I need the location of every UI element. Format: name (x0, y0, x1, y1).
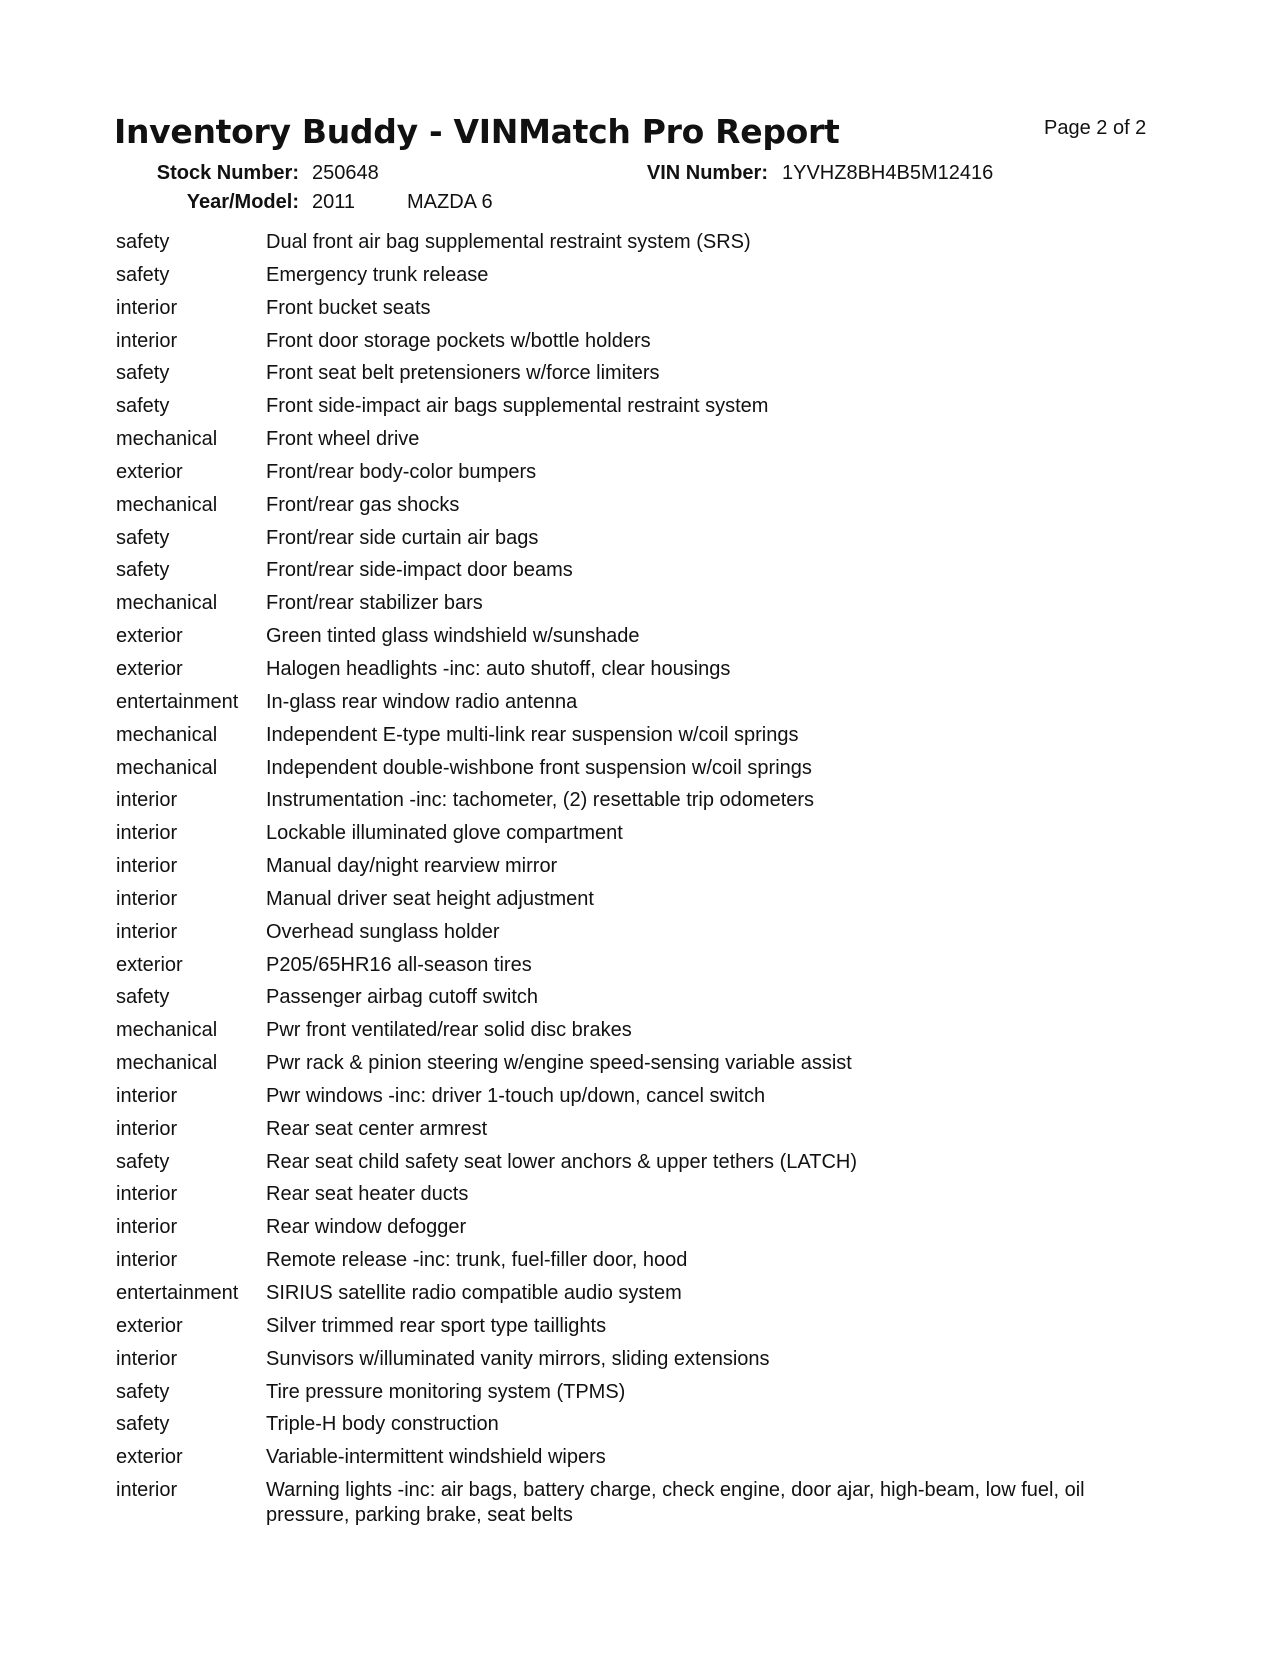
feature-category: interior (116, 1216, 178, 1239)
feature-description: Front/rear gas shocks (266, 493, 460, 516)
feature-description: In-glass rear window radio antenna (266, 690, 578, 713)
feature-description: Front/rear stabilizer bars (266, 592, 483, 615)
feature-row (116, 920, 1166, 945)
feature-row (116, 887, 1166, 912)
feature-description: Pwr front ventilated/rear solid disc brakes (266, 1019, 632, 1042)
feature-description: Instrumentation -inc: tachometer, (2) resettable trip odometers (266, 789, 815, 812)
stock-number-label: Stock Number: (156, 162, 299, 184)
feature-category: interior (116, 1479, 178, 1502)
feature-row (116, 1347, 1166, 1372)
feature-description: Pwr windows -inc: driver 1-touch up/down, cancel switch (266, 1084, 766, 1107)
feature-row (116, 788, 1166, 813)
feature-category: exterior (116, 460, 183, 483)
feature-description: Rear window defogger (266, 1216, 467, 1239)
feature-category: interior (116, 1084, 178, 1107)
feature-row (116, 1051, 1166, 1076)
feature-row (116, 1215, 1166, 1240)
feature-description: Front wheel drive (266, 428, 420, 451)
feature-category: exterior (116, 625, 183, 648)
feature-row (116, 526, 1166, 551)
feature-row (116, 953, 1166, 978)
feature-category: safety (116, 526, 170, 549)
feature-row (116, 1380, 1166, 1405)
feature-category: entertainment (116, 690, 239, 713)
feature-category: exterior (116, 657, 183, 680)
feature-category: safety (116, 1150, 170, 1173)
feature-row (116, 460, 1166, 485)
feature-row (116, 657, 1166, 682)
feature-row (116, 985, 1166, 1010)
feature-row (116, 1478, 1166, 1528)
feature-description: Overhead sunglass holder (266, 920, 500, 943)
feature-category: interior (116, 822, 178, 845)
feature-row (116, 1248, 1166, 1273)
year-model-label: Year/Model: (186, 191, 299, 213)
feature-row (116, 558, 1166, 583)
feature-category: mechanical (116, 493, 218, 516)
feature-category: safety (116, 395, 170, 418)
feature-description: Sunvisors w/illuminated vanity mirrors, sliding extensions (266, 1347, 770, 1370)
feature-category: safety (116, 1413, 170, 1436)
feature-description: Front seat belt pretensioners w/force limiters (266, 362, 660, 385)
feature-category: safety (116, 231, 170, 253)
feature-row (116, 690, 1166, 715)
feature-category: interior (116, 789, 178, 812)
page-number: Page 2 of 2 (1044, 117, 1147, 139)
feature-row (116, 854, 1166, 879)
feature-description: Front bucket seats (266, 296, 431, 319)
feature-description: Halogen headlights -inc: auto shutoff, clear housings (266, 657, 731, 680)
feature-category: mechanical (116, 756, 218, 779)
feature-category: entertainment (116, 1282, 239, 1304)
feature-category: exterior (116, 953, 183, 976)
model-value: MAZDA 6 (407, 191, 493, 213)
feature-row (116, 1445, 1166, 1470)
feature-description: Rear seat center armrest (266, 1117, 488, 1140)
feature-category: safety (116, 362, 170, 385)
feature-category: safety (116, 986, 170, 1009)
feature-category: exterior (116, 1314, 183, 1337)
feature-description: Remote release -inc: trunk, fuel-filler door, hood (266, 1249, 688, 1272)
feature-category: exterior (116, 1446, 183, 1469)
feature-description: Tire pressure monitoring system (TPMS) (266, 1380, 626, 1403)
feature-row (116, 1182, 1166, 1207)
feature-description: Independent double-wishbone front suspension w/coil springs (266, 756, 812, 779)
feature-row (116, 1117, 1166, 1142)
feature-description: Silver trimmed rear sport type taillights (266, 1314, 607, 1337)
vin-number-value: 1YVHZ8BH4B5M12416 (782, 162, 994, 184)
feature-description: Emergency trunk release (266, 263, 489, 286)
vin-number-label: VIN Number: (646, 162, 768, 184)
feature-description: Front/rear side curtain air bags (266, 526, 539, 549)
feature-category: interior (116, 920, 178, 943)
feature-row (116, 1281, 1166, 1306)
feature-category: safety (116, 1380, 170, 1403)
feature-category: mechanical (116, 1019, 218, 1042)
feature-row (116, 427, 1166, 452)
feature-row (116, 591, 1166, 616)
feature-description: Rear seat child safety seat lower anchors & upper tethers (LATCH) (266, 1150, 857, 1173)
feature-row (116, 394, 1166, 419)
feature-category: interior (116, 855, 178, 878)
feature-description: Manual day/night rearview mirror (266, 855, 558, 878)
feature-row (116, 1150, 1166, 1175)
feature-category: mechanical (116, 592, 218, 615)
feature-description: Warning lights -inc: air bags, battery charge, check engine, door ajar, high-beam, low fuel, oil pressure, parking brake, seat belts (266, 1479, 1085, 1527)
feature-description: Front side-impact air bags supplemental restraint system (266, 395, 769, 418)
feature-row (116, 723, 1166, 748)
feature-description: Independent E-type multi-link rear suspension w/coil springs (266, 723, 799, 746)
feature-description: Lockable illuminated glove compartment (266, 822, 623, 845)
feature-row (116, 493, 1166, 518)
feature-row (116, 1314, 1166, 1339)
feature-category: mechanical (116, 723, 218, 746)
stock-number-value: 250648 (312, 162, 379, 184)
feature-category: interior (116, 1183, 178, 1206)
feature-description: Variable-intermittent windshield wipers (266, 1446, 606, 1469)
feature-row (116, 329, 1166, 354)
year-value: 2011 (312, 191, 356, 213)
feature-row (116, 263, 1166, 288)
feature-row (116, 1412, 1166, 1437)
feature-category: interior (116, 1117, 178, 1140)
report-title: Inventory Buddy - VINMatch Pro Report (114, 112, 840, 151)
feature-category: mechanical (116, 1052, 218, 1075)
feature-description: Green tinted glass windshield w/sunshade (266, 625, 640, 648)
feature-row (116, 1018, 1166, 1043)
feature-category: interior (116, 296, 178, 319)
feature-description: Passenger airbag cutoff switch (266, 986, 539, 1009)
feature-row (116, 1084, 1166, 1109)
feature-category: safety (116, 263, 170, 286)
feature-category: interior (116, 1249, 178, 1272)
feature-list (116, 230, 1166, 1536)
feature-description: Dual front air bag supplemental restraint system (SRS) (266, 231, 751, 253)
feature-row (116, 624, 1166, 649)
feature-description: Front/rear side-impact door beams (266, 559, 573, 582)
feature-category: interior (116, 329, 178, 352)
feature-category: interior (116, 1347, 178, 1370)
feature-description: Rear seat heater ducts (266, 1183, 469, 1206)
feature-row (116, 361, 1166, 386)
feature-category: safety (116, 559, 170, 582)
feature-row (116, 756, 1166, 781)
feature-row (116, 821, 1166, 846)
feature-description: Pwr rack & pinion steering w/engine speed-sensing variable assist (266, 1052, 852, 1075)
feature-description: Front/rear body-color bumpers (266, 460, 537, 483)
feature-description: P205/65HR16 all-season tires (266, 953, 532, 976)
feature-description: Manual driver seat height adjustment (266, 887, 594, 910)
feature-description: Front door storage pockets w/bottle holders (266, 329, 651, 352)
feature-row (116, 296, 1166, 321)
feature-row (116, 230, 1166, 255)
feature-category: mechanical (116, 428, 218, 451)
feature-description: Triple-H body construction (266, 1413, 499, 1436)
feature-description: SIRIUS satellite radio compatible audio system (266, 1282, 682, 1304)
feature-category: interior (116, 887, 178, 910)
